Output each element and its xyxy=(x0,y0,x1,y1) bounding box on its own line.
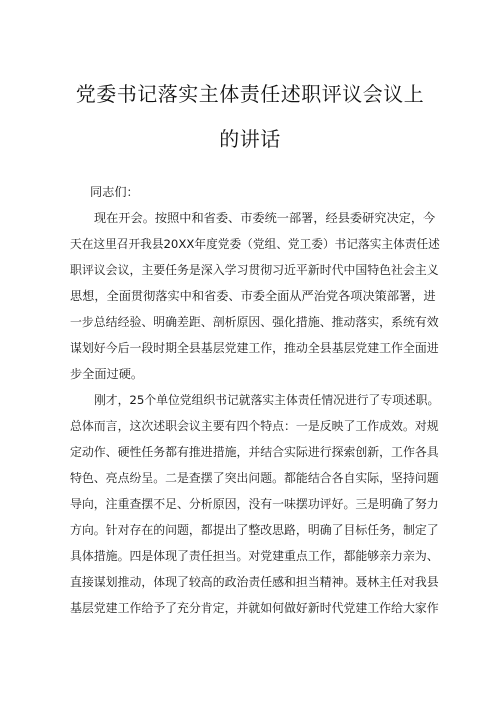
paragraph-2-line-7: 具体措施。四是体现了责任担当。对党建重点工作，都能够亲力亲为、 xyxy=(70,549,439,563)
paragraph-1-line-1: 现在开会。按照中和省委、市委统一部署，经县委研究决定，今 xyxy=(94,211,436,225)
salutation: 同志们： xyxy=(90,185,139,199)
paragraph-2-line-2: 总体而言，这次述职会议主要有四个特点：一是反映了工作成效。对规 xyxy=(70,419,439,433)
paragraph-1-line-4: 思想，全面贯彻落实中和省委、市委全面从严治党各项决策部署，进 xyxy=(70,289,436,303)
document-title-line-2: 的讲话 xyxy=(219,127,281,151)
paragraph-2-line-5: 导向，注重查摆不足、分析原因，没有一味摆功评好。三是明确了努力 xyxy=(70,497,439,511)
paragraph-2-line-4: 特色、亮点纷呈。二是查摆了突出问题。都能结合各自实际，坚持问题 xyxy=(70,471,439,485)
paragraph-1-line-6: 谋划好今后一段时期全县基层党建工作，推动全县基层党建工作全面进 xyxy=(70,341,439,355)
paragraph-2-line-6: 方向。针对存在的问题，都提出了整改思路，明确了目标任务，制定了 xyxy=(70,523,439,537)
paragraph-1-line-7: 步全面过硬。 xyxy=(70,367,144,381)
paragraph-2-line-9: 基层党建工作给予了充分肯定，并就如何做好新时代党建工作给大家作 xyxy=(70,601,439,615)
paragraph-2-line-3: 定动作、硬性任务都有推进措施，并结合实际进行探索创新，工作各具 xyxy=(70,445,439,459)
paragraph-2-line-1: 刚才，25个单位党组织书记就落实主体责任情况进行了专项述职。 xyxy=(94,393,440,407)
paragraph-2-line-8: 直接谋划推动，体现了较高的政治责任感和担当精神。聂林主任对我县 xyxy=(70,575,439,589)
paragraph-1-line-3: 职评议会议，主要任务是深入学习贯彻习近平新时代中国特色社会主义 xyxy=(70,263,439,277)
paragraph-1-line-2: 天在这里召开我县20XX年度党委（党组、党工委）书记落实主体责任述 xyxy=(70,237,440,251)
document-title-line-1: 党委书记落实主体责任述职评议会议上 xyxy=(75,82,425,106)
paragraph-1-line-5: 一步总结经验、明确差距、剖析原因、强化措施、推动落实，系统有效 xyxy=(70,315,439,329)
